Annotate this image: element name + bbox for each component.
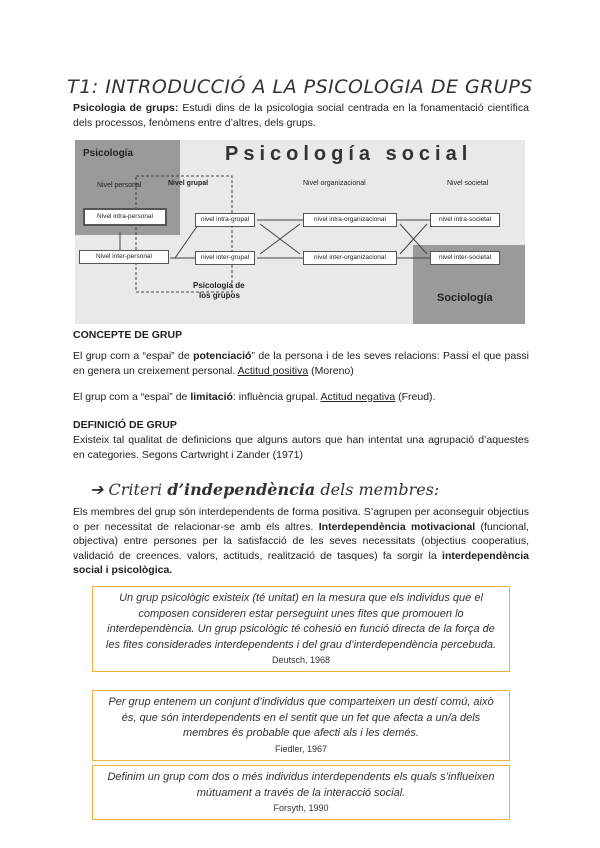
concepte-p1-a: El grup com a “espai” de bbox=[73, 350, 194, 362]
nivel-inter-organizacional-box: nivel inter-organizacional bbox=[303, 251, 397, 265]
quote-deutsch bbox=[92, 586, 510, 672]
nivel-personal-label: Nivel personal bbox=[97, 182, 142, 189]
nivel-intra-societal-box: nivel intra-societal bbox=[430, 213, 500, 227]
criteri-a: Criteri bbox=[108, 480, 168, 499]
intro-term: Psicologia de grups: bbox=[73, 102, 179, 114]
nivel-inter-grupal-box: nivel inter-grupal bbox=[195, 251, 255, 265]
membres-a: Els membres del grup són interdependents de forma positiva. S’agrupen per aconseguir objectius o per necessitat de relacionar-se amb els altres. bbox=[73, 506, 529, 533]
membres-b: Interdependència motivacional bbox=[318, 520, 476, 533]
quote-text: Per grup entenem un conjunt d’individus que comparteixen un destí comú, això és, que són interdependents en el sentit que un fet que afecta a un/a dels membres és probable que afecti als i les demés. bbox=[108, 696, 494, 739]
membres-paragraph bbox=[73, 505, 529, 578]
concepte-heading: CONCEPTE DE GRUP bbox=[73, 329, 183, 341]
concepte-paragraph-1 bbox=[73, 349, 529, 378]
quote-source: Deutsch, 1968 bbox=[271, 655, 331, 665]
definicio-paragraph: Existeix tal qualitat de definicions que alguns autors que han intentat una agrupació d’aquestes en categories. Segons Cartwright i Zander (1971) bbox=[73, 434, 529, 461]
quote-text: Definim un grup com dos o més individus interdependents els quals s’influeixen mútuament a través de la interacció social. bbox=[107, 771, 495, 799]
nivel-intra-personal-box: Nivel intra-personal bbox=[83, 208, 167, 226]
criteri-heading bbox=[90, 480, 439, 499]
intro-text: Estudi dins de la psicologia social centrada en la fonamentació científica dels processos, fenòmens entre d’altres, dels grups. bbox=[73, 102, 529, 129]
concepte-p2-d: Actitud negativa bbox=[320, 391, 396, 403]
nivel-grupal-label: Nivel grupal bbox=[168, 180, 209, 187]
criteri-b: d’independència bbox=[167, 480, 316, 499]
sociologia-label: Sociología bbox=[437, 292, 493, 304]
page-title: T1: INTRODUCCIÓ A LA PSICOLOGIA DE GRUPS bbox=[67, 76, 533, 98]
quote-source: Forsyth, 1990 bbox=[273, 803, 329, 813]
arrow-icon: ➔ bbox=[90, 480, 104, 499]
concepte-p2-a: El grup com a “espai” de bbox=[73, 391, 191, 403]
concepte-p2-c: : influència grupal. bbox=[232, 391, 321, 403]
concepte-p2-e: (Freud). bbox=[395, 391, 436, 403]
nivel-intra-organizacional-box: nivel intra-organizacional bbox=[303, 213, 397, 227]
social-psychology-diagram bbox=[75, 140, 525, 324]
concepte-p1-b: potenciació bbox=[193, 350, 252, 362]
criteri-c: dels membres: bbox=[315, 480, 440, 499]
membres-c: (funcional, objectiva) entre persones per la satisfacció de les seves necessitats (objectius cooperatius, validació de creences. valors, actituds, realització de tasques) fa sorgir la bbox=[73, 520, 529, 562]
diagram-title: Psicología social bbox=[225, 143, 473, 165]
membres-d: interdependència social i psicològica. bbox=[73, 549, 529, 576]
quote-fiedler bbox=[92, 690, 510, 761]
quote-forsyth bbox=[92, 765, 510, 820]
concepte-paragraph-2 bbox=[73, 390, 529, 405]
nivel-intra-grupal-box: nivel intra-grupal bbox=[195, 213, 255, 227]
nivel-inter-personal-box: Nivel inter-personal bbox=[79, 250, 169, 264]
quote-source: Fiedler, 1967 bbox=[274, 743, 328, 754]
nivel-inter-societal-box: nivel inter-societal bbox=[430, 251, 500, 265]
concepte-p1-c: ” de la persona i de les seves relacions: Passi el que passi en genera un creixement personal. bbox=[73, 350, 529, 377]
concepte-p2-b: limitació bbox=[190, 391, 233, 403]
psicologia-grupos-2: los grupos bbox=[199, 291, 240, 300]
concepte-p1-e: (Moreno) bbox=[308, 364, 354, 377]
nivel-organizacional-label: Nivel organizacional bbox=[303, 180, 366, 187]
quote-text: Un grup psicològic existeix (té unitat) en la mesura que els individus que el composen consideren estar perseguint unes fites que promouen lo interdependència. Un grup psicològic té cohesió en funció directa de la força de les fites considerades interdependents i del grau d’interdependència percebuda. bbox=[105, 592, 497, 651]
definicio-heading: DEFINICIÓ DE GRUP bbox=[73, 419, 177, 431]
nivel-societal-label: Nivel societal bbox=[447, 180, 489, 187]
concepte-p1-d: Actitud positiva bbox=[237, 364, 309, 377]
psicologia-grupos-1: Psicología de bbox=[193, 281, 245, 290]
intro-paragraph bbox=[73, 101, 529, 130]
psicologia-label: Psicología bbox=[83, 148, 134, 159]
